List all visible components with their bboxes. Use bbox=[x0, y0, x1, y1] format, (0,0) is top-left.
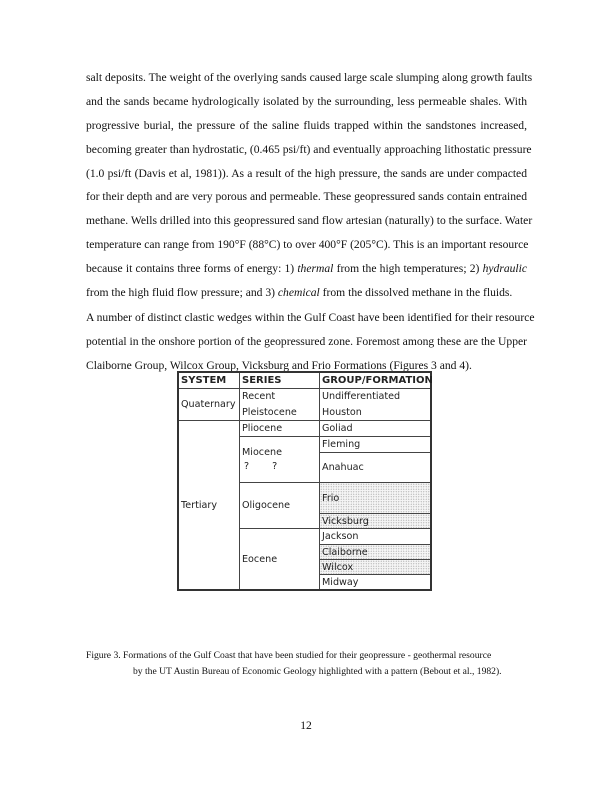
header-system: SYSTEM bbox=[181, 375, 227, 386]
series-oligocene: Oligocene bbox=[239, 482, 319, 528]
header-series: SERIES bbox=[239, 373, 319, 388]
caption-line: by the UT Austin Bureau of Economic Geology highlighted with a pattern (Bebout et al., 1982). bbox=[133, 665, 502, 677]
formation-goliad: Goliad bbox=[319, 420, 430, 436]
text-line: becoming greater than hydrostatic, (0.465 psi/ft) and eventually approaching lithostatic pressure bbox=[86, 142, 532, 156]
text-segment: from the dissolved methane in the fluids. bbox=[319, 286, 513, 300]
system-quaternary: Quaternary bbox=[179, 388, 239, 420]
italic-term: chemical bbox=[277, 286, 320, 300]
text-line: temperature can range from 190°F (88°C) to over 400°F (205°C). This is an important resource bbox=[86, 238, 529, 252]
formation-claiborne-highlighted: Claiborne bbox=[319, 544, 430, 559]
formation-frio-highlighted: Frio bbox=[319, 482, 430, 513]
italic-term: hydraulic bbox=[482, 262, 528, 276]
italic-term: thermal bbox=[297, 262, 334, 276]
text-line: A number of distinct clastic wedges within the Gulf Coast have been identified for their resource bbox=[86, 311, 535, 324]
text-segment: because it contains three forms of energy: 1) bbox=[86, 262, 298, 276]
series-recent: Recent bbox=[239, 388, 319, 404]
text-line bbox=[86, 257, 527, 281]
series-pliocene: Pliocene bbox=[239, 420, 319, 436]
formation-wilcox-highlighted: Wilcox bbox=[319, 559, 430, 574]
text-segment: from the high temperatures; 2) bbox=[333, 262, 483, 276]
question-mark: ? bbox=[244, 461, 250, 472]
text-line: salt deposits. The weight of the overlying sands caused large scale slumping along growth faults bbox=[86, 71, 533, 84]
formation-midway: Midway bbox=[319, 574, 430, 589]
text-line: methane. Wells drilled into this geopressured sand flow artesian (naturally) to the surface. Water bbox=[86, 214, 533, 228]
question-mark: ? bbox=[272, 461, 278, 472]
series-miocene bbox=[239, 436, 319, 482]
series-pleistocene: Pleistocene bbox=[239, 404, 319, 420]
paragraph-clastic-wedges bbox=[86, 306, 535, 378]
uncertain-boundary-marks bbox=[242, 461, 277, 472]
formation-vicksburg-highlighted: Vicksburg bbox=[319, 513, 430, 528]
header-group-formation: GROUP/FORMATION bbox=[319, 373, 430, 388]
text-line: for their depth and are very porous and permeable. These geopressured sands contain entrained bbox=[86, 190, 527, 204]
series-eocene: Eocene bbox=[239, 528, 319, 589]
text-line: (1.0 psi/ft (Davis et al, 1981)). As a result of the high pressure, the sands are under compacted bbox=[86, 166, 527, 180]
series-miocene-label: Miocene bbox=[242, 447, 282, 458]
system-tertiary: Tertiary bbox=[179, 420, 239, 589]
paragraph-geopressure bbox=[86, 66, 533, 305]
formation-jackson: Jackson bbox=[319, 528, 430, 544]
caption-line: Figure 3. Formations of the Gulf Coast that have been studied for their geopressure - geothermal resource bbox=[86, 650, 492, 661]
stratigraphy-table bbox=[177, 371, 432, 591]
formation-fleming: Fleming bbox=[319, 436, 430, 452]
text-line: progressive burial, the pressure of the saline fluids trapped within the sandstones increased, bbox=[86, 118, 527, 132]
text-line: Claiborne Group, Wilcox Group, Vicksburg and Frio Formations (Figures 3 and 4). bbox=[86, 358, 472, 372]
formation-undifferentiated: Undifferentiated bbox=[319, 388, 430, 404]
page-number: 12 bbox=[300, 719, 312, 732]
text-segment: from the high fluid flow pressure; and 3) bbox=[86, 286, 278, 300]
formation-houston: Houston bbox=[319, 404, 430, 420]
figure-caption bbox=[86, 648, 536, 679]
text-line: potential in the onshore portion of the geopressured zone. Foremost among these are the Upper bbox=[86, 334, 527, 348]
text-line: and the sands became hydrologically isolated by the surrounding, less permeable shales. With bbox=[86, 94, 527, 108]
formation-anahuac: Anahuac bbox=[319, 452, 430, 482]
text-line bbox=[86, 281, 527, 305]
